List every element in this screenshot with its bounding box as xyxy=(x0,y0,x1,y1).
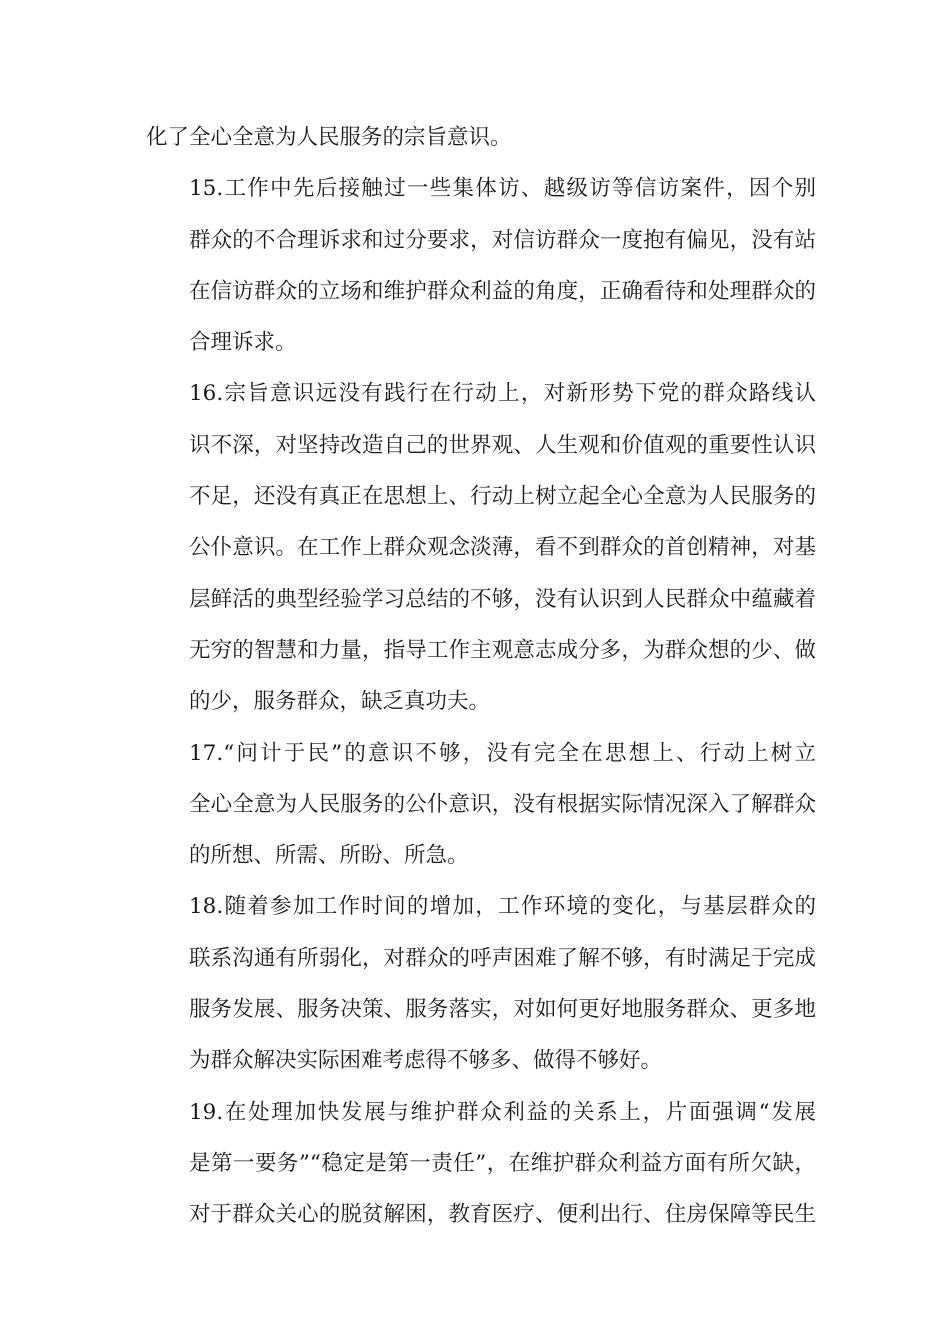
paragraph-18 xyxy=(146,881,816,1086)
text-line: 对于群众关心的脱贫解困，教育医疗、便利出行、住房保障等民生 xyxy=(189,1202,816,1228)
text-line: 合理诉求。 xyxy=(189,330,297,356)
text-line: 在信访群众的立场和维护群众利益的角度，正确看待和处理群众的 xyxy=(189,278,816,304)
paragraph-continuation xyxy=(146,112,816,163)
paragraph-15 xyxy=(146,163,816,368)
text-line: 群众的不合理诉求和过分要求，对信访群众一度抱有偏见，没有站 xyxy=(189,227,816,253)
paragraph-17 xyxy=(146,728,816,882)
text-line: 的所想、所需、所盼、所急。 xyxy=(189,843,469,869)
paragraph-19 xyxy=(146,1087,816,1241)
text-line: 是第一要务”“稳定是第一责任”，在维护群众利益方面有所欠缺， xyxy=(189,1150,816,1176)
text-line: 识不深，对坚持改造自己的世界观、人生观和价值观的重要性认识 xyxy=(189,432,816,458)
text-line: 不足，还没有真正在思想上、行动上树立起全心全意为人民服务的 xyxy=(189,484,816,510)
text-line: 层鲜活的典型经验学习总结的不够，没有认识到人民群众中蕴藏着 xyxy=(189,586,816,612)
text-line: 联系沟通有所弱化，对群众的呼声困难了解不够，有时满足于完成 xyxy=(189,945,816,971)
text-line: 化了全心全意为人民服务的宗旨意识。 xyxy=(146,125,512,150)
text-line: 服务发展、服务决策、服务落实，对如何更好地服务群众、更多地 xyxy=(189,997,816,1023)
paragraph-16 xyxy=(146,368,816,727)
text-line: 16.宗旨意识远没有践行在行动上，对新形势下党的群众路线认 xyxy=(189,381,816,407)
text-line: 15.工作中先后接触过一些集体访、越级访等信访案件，因个别 xyxy=(189,176,816,202)
text-line: 无穷的智慧和力量，指导工作主观意志成分多，为群众想的少、做 xyxy=(189,637,816,663)
text-line: 为群众解决实际困难考虑得不够多、做得不够好。 xyxy=(189,1048,663,1074)
text-line: 全心全意为人民服务的公仆意识，没有根据实际情况深入了解群众 xyxy=(189,791,816,817)
document-body xyxy=(146,112,816,1241)
text-line: 的少，服务群众，缺乏真功夫。 xyxy=(189,689,491,715)
text-line: 公仆意识。在工作上群众观念淡薄，看不到群众的首创精神，对基 xyxy=(189,535,816,561)
text-line: 17.“问计于民”的意识不够，没有完全在思想上、行动上树立 xyxy=(189,740,816,766)
text-line: 18.随着参加工作时间的增加，工作环境的变化，与基层群众的 xyxy=(189,894,816,920)
text-line: 19.在处理加快发展与维护群众利益的关系上，片面强调“发展 xyxy=(189,1099,816,1125)
